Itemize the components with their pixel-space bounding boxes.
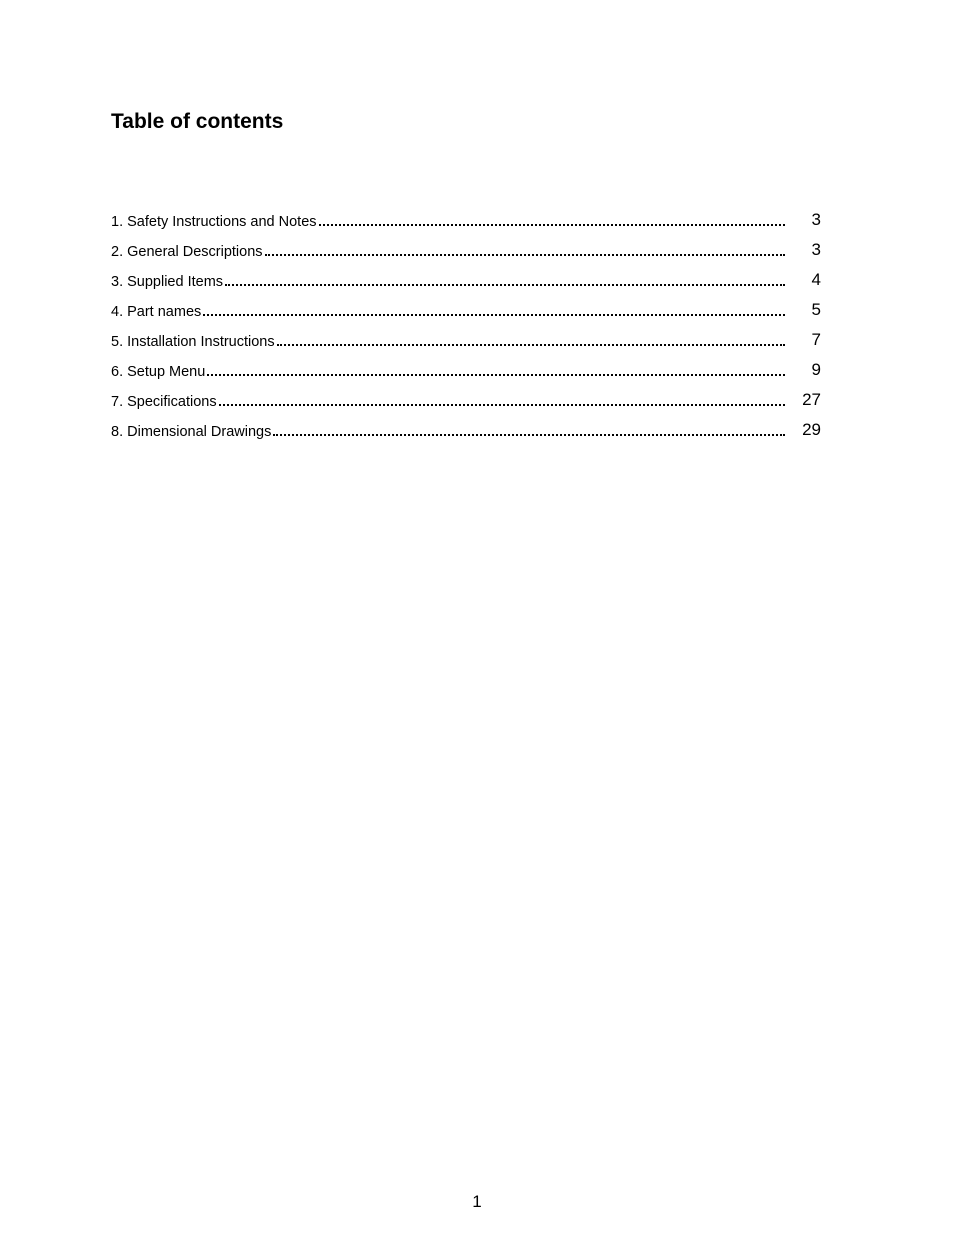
dot-leader — [319, 224, 785, 226]
toc-entry-page: 9 — [811, 360, 821, 379]
toc-entry[interactable] — [111, 388, 821, 410]
toc-entry-label: 6. Setup Menu — [111, 364, 206, 380]
toc-entry[interactable] — [111, 298, 821, 320]
toc-entry-page: 5 — [811, 300, 821, 319]
toc-entry-label: 1. Safety Instructions and Notes — [111, 214, 317, 230]
dot-leader — [207, 374, 785, 376]
toc-entry-label: 7. Specifications — [111, 394, 217, 410]
toc-entry-page: 27 — [802, 390, 821, 409]
toc-entry[interactable] — [111, 418, 821, 440]
page-number: 1 — [472, 1192, 482, 1211]
dot-leader — [219, 404, 785, 406]
toc-entry-page: 4 — [811, 270, 821, 289]
dot-leader — [277, 344, 785, 346]
dot-leader — [265, 254, 785, 256]
dot-leader — [225, 284, 785, 286]
toc-entry[interactable] — [111, 208, 821, 230]
toc-entry-label: 8. Dimensional Drawings — [111, 424, 272, 440]
dot-leader — [273, 434, 785, 436]
toc-entry-page: 7 — [811, 330, 821, 349]
toc-entry[interactable] — [111, 238, 821, 260]
page-title: Table of contents — [111, 110, 284, 133]
toc-entry[interactable] — [111, 268, 821, 290]
toc-entry[interactable] — [111, 358, 821, 380]
toc-entry[interactable] — [111, 328, 821, 350]
toc-entry-page: 3 — [811, 210, 821, 229]
toc-entry-label: 3. Supplied Items — [111, 274, 224, 290]
toc-entry-page: 3 — [811, 240, 821, 259]
toc-entry-label: 5. Installation Instructions — [111, 334, 275, 350]
toc-entry-label: 4. Part names — [111, 304, 202, 320]
toc-entry-label: 2. General Descriptions — [111, 244, 263, 260]
toc-entry-page: 29 — [802, 420, 821, 439]
dot-leader — [203, 314, 785, 316]
